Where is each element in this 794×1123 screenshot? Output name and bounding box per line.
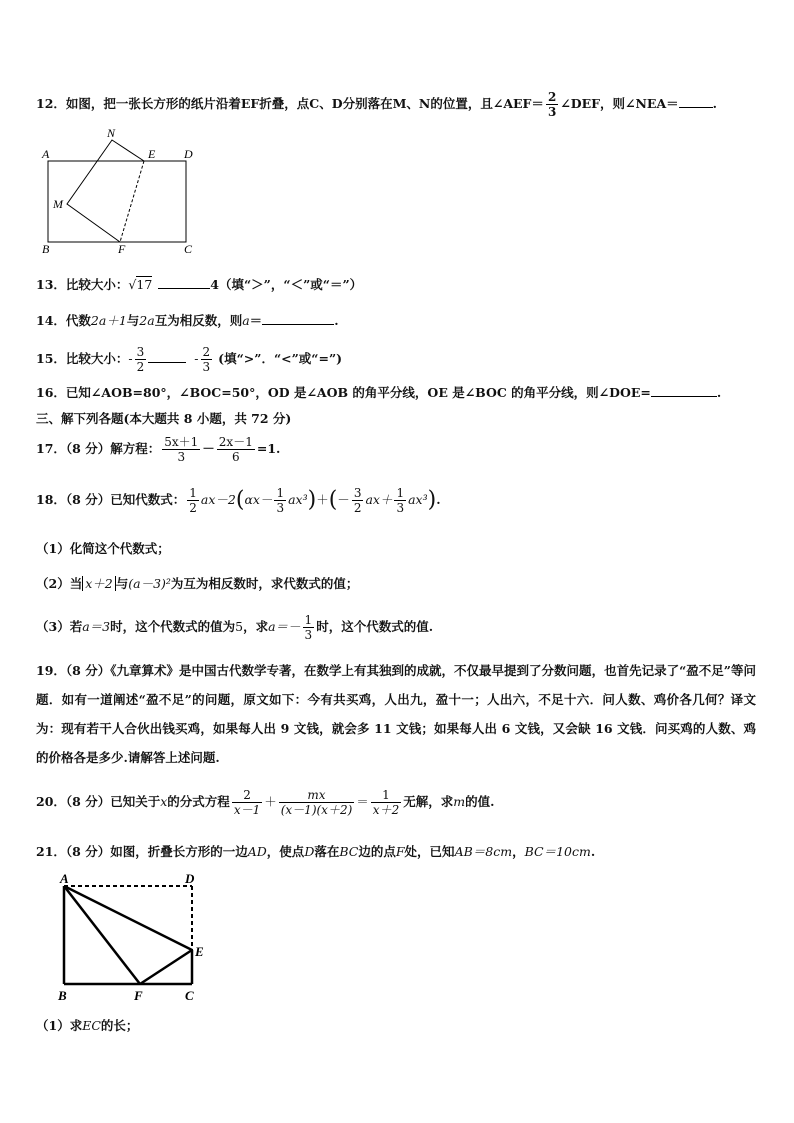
q18-sub3-fraction [303,613,315,642]
q18-text-end: . [436,492,441,507]
q16-answer-blank[interactable] [651,384,717,397]
q20-frac1-den: x－1 [233,803,261,817]
q18-sub3 [36,610,433,644]
q20-text-c: 无解，求 [403,794,454,809]
q20-frac2-den: (x－1)(x＋2) [280,803,353,817]
q18-sub2-c: 为互为相反数时，求代数式的值； [170,576,359,591]
q19-paragraph [36,656,756,772]
q21-f: F [395,844,405,859]
q20-equation [230,788,403,817]
q15-answer-blank[interactable] [148,350,186,363]
q21-label-d: D [185,871,195,886]
q18-p1-frac-num: 1 [189,486,197,500]
q20-var-x: x [160,794,168,809]
q20-frac1-num: 2 [232,788,262,803]
q18-text-a: 已知代数式： [110,492,186,507]
q12-label-m: M [53,197,63,211]
q19-number: 19． [36,663,66,678]
q12-label-c: C [184,242,193,256]
q14-expr1: 2a＋1 [90,313,127,328]
q21-label-c: C [185,988,194,1003]
q18-p1-rest: ax－2 [200,492,236,507]
q21-label-f: F [134,988,143,1003]
q18-expression [185,486,437,515]
q18-score: （8 分） [65,492,111,507]
q21-bc-eq: BC＝10cm [524,844,591,859]
q21-sub1-b: 的长； [100,1018,139,1033]
q20-text-a: 已知关于 [110,794,161,809]
q16-line [36,384,721,402]
q21-bc: BC [339,844,359,859]
q18-sub3-f: a＝－ [268,619,301,634]
q18-sub3-frac-den: 3 [304,628,313,642]
q13-text-a: 比较大小： [65,277,129,292]
q14-answer-blank[interactable] [262,312,334,325]
q18-p1-frac-den: 2 [189,501,197,515]
q18-sub3-e: ，求 [243,619,269,634]
q18-sub2-a: （2）当 [36,576,83,591]
q13-sqrt-sign: √ [128,277,137,292]
q15-line [36,344,342,374]
q21-d: D [304,844,315,859]
q13-answer-blank[interactable] [158,276,210,289]
q20-plus: ＋ [264,794,277,809]
q12-frac-den: 3 [547,105,557,119]
q20-fraction3 [371,788,401,817]
q18-p2-b: ax³ [288,492,308,507]
q19-text: 《九章算术》是中国古代数学专著，在数学上有其独到的成就，不仅最早提到了分数问题，也首先记录了“盈不足”等问题．如有一道阐述“盈不足”的问题，原文如下：今有共买鸡，人出九，盈十一；人出六，不足十六．问人数、鸡价各几何？译文为：现有若干人合伙出钱买鸡，如果每人出 9 文钱，就会多 11 文钱；如果每人出 6 文钱，又会缺 16 文钱．问买鸡的人数、鸡的价格各是多少.请解答上述问题. [36,663,756,765]
q21-text-end: . [590,844,596,859]
q15-text-b: (填“>”．“<”或“=”) [218,351,343,366]
q20-score: （8 分） [65,794,111,809]
q13-sqrt-radicand: 17 [136,277,153,292]
q18-sub3-g: 时，这个代数式的值. [316,619,434,634]
q21-text-a: 如图，折叠长方形的一边 [110,844,248,859]
q18-sub2-abs: x＋2 [82,576,116,591]
q17-minus: － [202,441,215,456]
q14-var: a [242,313,250,328]
q20-text-b: 的分式方程 [167,794,230,809]
q18-p2-fraction [274,486,286,515]
q20-frac2-num: mx [279,788,355,803]
q21-text-e: 处，已知 [404,844,455,859]
q14-text-b: 与 [126,313,140,328]
q21-sub1-a: （1）求 [36,1018,83,1033]
q12-label-e: E [148,147,156,161]
q12-label-f: F [118,242,126,256]
q20-fraction2 [279,788,355,817]
q12-label-a: A [42,147,50,161]
q20-text-d: 的值. [465,794,495,809]
q12-label-d: D [184,147,193,161]
q18-sub1 [36,540,170,558]
q12-label-b: B [42,242,50,256]
q17-line [36,432,280,466]
q13-text-b: 4（填“＞”，“＜”或“＝”） [210,277,363,292]
q13-line [36,276,362,294]
q21-text-c: 落在 [314,844,340,859]
q17-frac1-num: 5x＋1 [164,435,199,449]
q21-score: （8 分） [65,844,111,859]
q17-frac2-den: 6 [232,450,240,464]
q18-plus: ＋ [316,492,329,507]
q18-sub2-b: 与 [115,576,129,591]
q14-line [36,312,339,330]
q21-figure [52,866,222,1006]
q21-fold-line-ae [64,886,192,950]
q16-number: 16． [36,385,66,400]
q17-number: 17． [36,441,66,456]
q18-p3-frac2-den: 3 [396,501,405,515]
q18-paren-close: ) [307,487,317,513]
q14-text-end: . [334,313,339,328]
q15-text-a: 比较大小： [65,351,129,366]
q18-paren2-open: ( [328,487,338,513]
q18-paren2-close: ) [427,487,437,513]
q15-frac2-den: 3 [202,360,211,374]
q12-label-n: N [107,126,116,140]
q21-sub1-ec: EC [82,1018,101,1033]
q17-fraction1 [162,435,200,464]
q17-text-a: 解方程： [110,441,161,456]
q17-rhs: =1. [256,441,281,456]
q15-frac1-den: 2 [136,360,145,374]
q14-text-a: 代数 [65,313,91,328]
q20-fraction1 [232,788,262,817]
q12-number: 12． [36,96,66,111]
q18-p3-b: ax＋ [365,492,393,507]
q12-text-b: ∠DEF，则∠NEA＝ [560,96,679,111]
section3-text: 三、解下列各题(本大题共 8 小题，共 72 分) [36,411,292,426]
q18-p3-frac2-num: 1 [396,486,405,500]
q18-p2-frac-den: 3 [276,501,285,515]
q12-fold-line [120,161,144,242]
q12-text-end: . [712,96,717,111]
q21-text-b: ，使点 [266,844,305,859]
q18-sub3-b: a＝3 [82,619,111,634]
q18-paren-open: ( [235,487,245,513]
q20-var-m: m [453,794,466,809]
q17-frac2-num: 2x－1 [218,435,253,449]
q15-fraction1 [135,345,147,374]
q13-number: 13． [36,277,66,292]
q21-ad: AD [247,844,267,859]
q15-neg1: - [128,351,133,366]
q18-sub2-sq: (a－3)² [128,576,171,591]
q18-sub3-c: 时，这个代数式的值为 [110,619,236,634]
q15-frac1-num: 3 [136,345,145,359]
section3-heading [36,410,291,428]
q21-comma: ， [512,844,525,859]
q21-label-b: B [58,988,67,1003]
q18-sub3-frac-num: 1 [304,613,313,627]
q20-line [36,784,494,820]
q20-eq: ＝ [356,794,369,809]
q18-sub3-d: 5 [235,619,244,634]
q14-text-c: 互为相反数，则 [154,313,243,328]
q12-line [36,90,717,119]
q12-text-a: 如图，把一张长方形的纸片沿着EF折叠，点C、D分别落在M、N的位置，且∠AEF＝ [65,96,544,111]
q18-sub3-a: （3）若 [36,619,83,634]
q15-frac2-num: 2 [202,345,211,359]
q14-number: 14． [36,313,66,328]
q21-ab-eq: AB＝8cm [454,844,513,859]
q21-number: 21． [36,844,66,859]
q18-p3-fraction1 [352,486,364,515]
q16-text: 已知∠AOB=80°，∠BOC=50°，OD 是∠AOB 的角平分线，OE 是∠BOC 的角平分线，则∠DOE= [65,385,651,400]
q17-fraction2 [217,435,255,464]
q18-p3-frac1-num: 3 [353,486,362,500]
q14-expr2: 2a [139,313,155,328]
q17-frac1-den: 3 [177,450,186,464]
q18-sub1-text: （1）化简这个代数式； [36,541,170,556]
q18-sub2 [36,575,358,593]
q18-p2-a: αx－ [244,492,273,507]
q16-text-end: . [716,385,722,400]
q12-figure [40,124,210,258]
q18-number: 18． [36,492,66,507]
q21-line [36,843,595,861]
q15-number: 15． [36,351,66,366]
q15-fraction2 [201,345,213,374]
q21-label-e: E [195,944,204,959]
q18-p3-a: － [337,492,350,507]
q12-answer-blank[interactable] [679,95,713,108]
q14-text-d: ＝ [249,313,263,328]
q19-score: （8 分） [65,663,111,678]
q20-number: 20． [36,794,66,809]
q12-fraction [546,90,558,119]
q18-p3-c: ax³ [408,492,428,507]
q21-segment-af [64,886,140,984]
q12-frac-num: 2 [547,90,557,104]
q17-score: （8 分） [65,441,111,456]
q21-text-d: 边的点 [358,844,396,859]
q21-sub1 [36,1017,138,1035]
q15-neg2: - [194,351,199,366]
q20-frac3-den: x＋2 [372,803,400,817]
q18-p1-fraction [187,486,199,515]
q18-p3-fraction2 [394,486,406,515]
q18-line [36,482,441,519]
q18-p2-frac-num: 1 [276,486,285,500]
q18-p3-frac1-den: 2 [353,501,362,515]
q21-segment-fe [140,950,192,984]
q12-folded-flap [67,140,144,242]
q20-frac3-num: 1 [371,788,401,803]
q21-label-a: A [60,871,69,886]
